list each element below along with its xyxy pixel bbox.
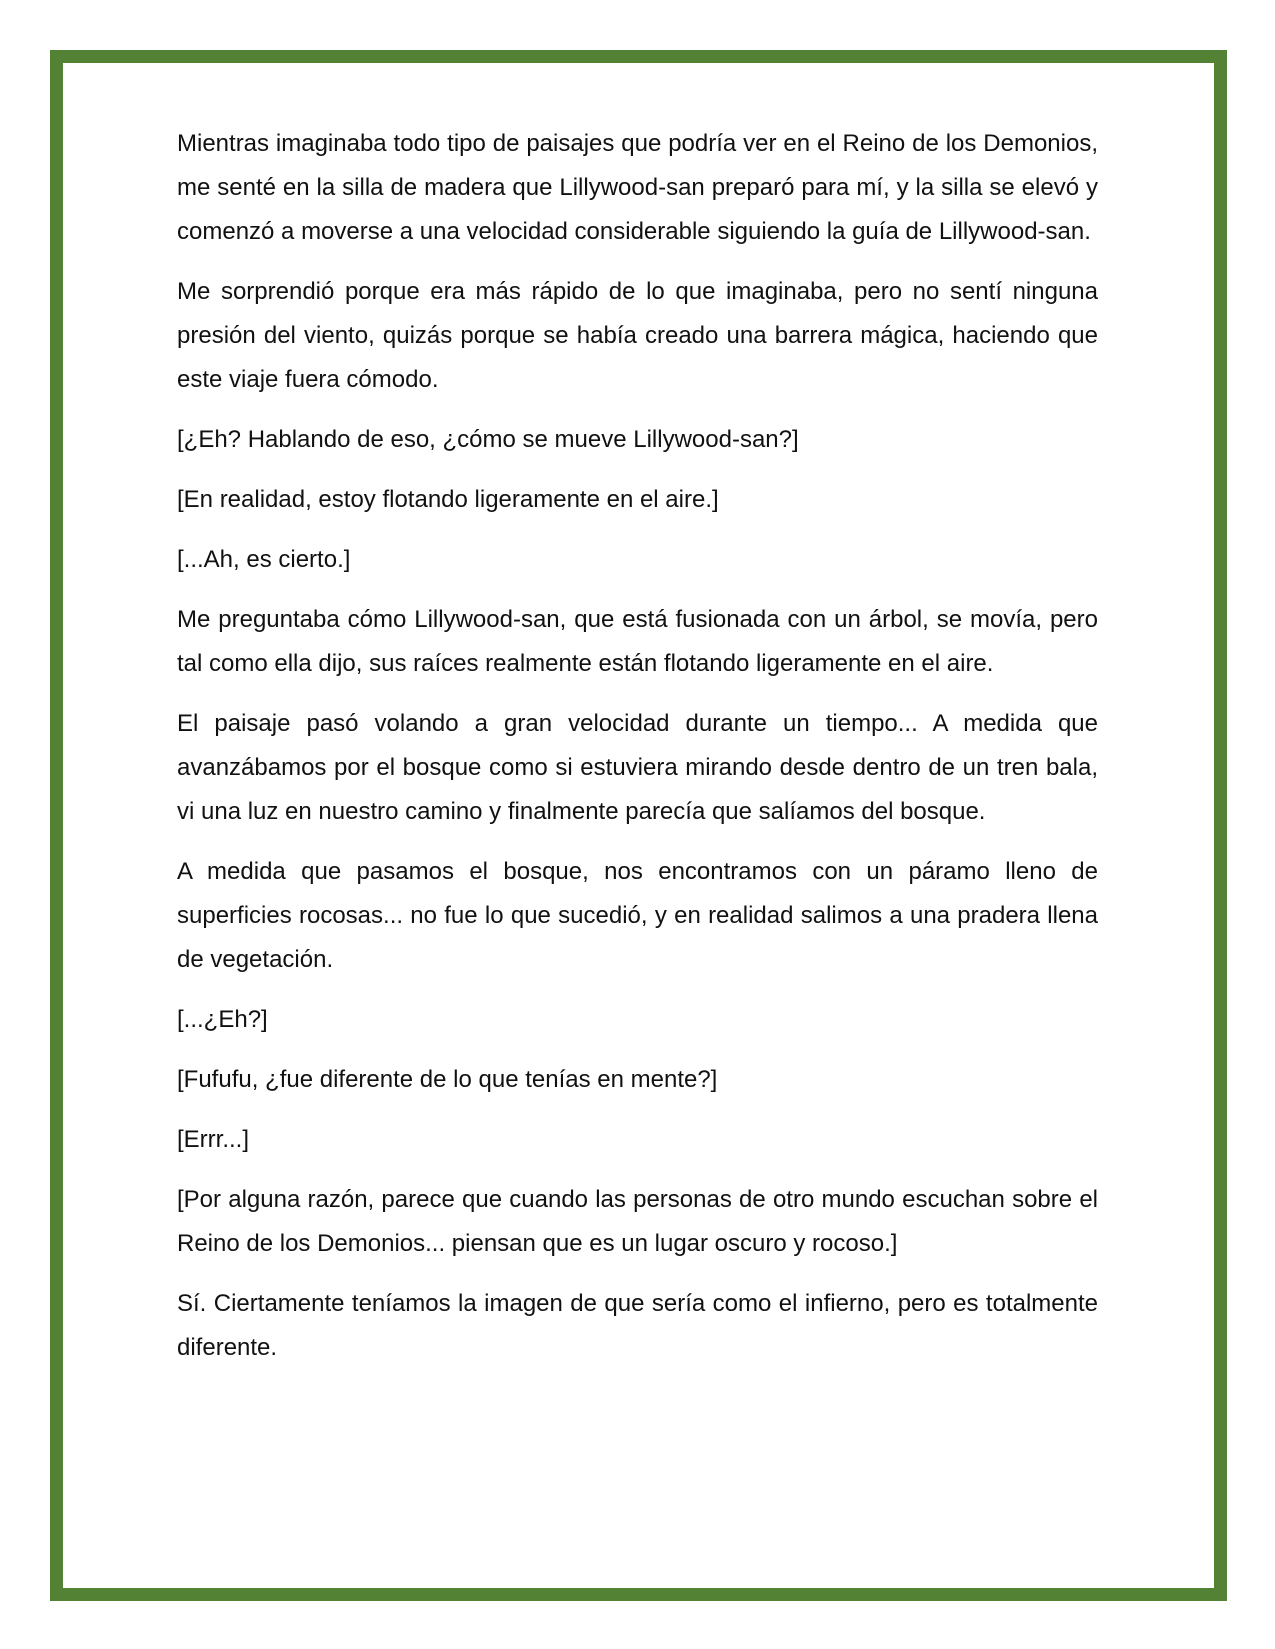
dialogue-line: [En realidad, estoy flotando ligeramente en el aire.]: [177, 486, 719, 513]
dialogue-line: [Errr...]: [177, 1126, 249, 1153]
dialogue-line: [...¿Eh?]: [177, 1006, 268, 1033]
paragraph: Me sorprendió porque era más rápido de lo que imaginaba, pero no sentí ninguna presión del viento, quizás porque se había creado una barrera mágica, haciendo que este viaje fuera cómodo.: [177, 278, 1098, 393]
dialogue-line: [Por alguna razón, parece que cuando las personas de otro mundo escuchan sobre el Reino de los Demonios... piensan que es un lugar oscuro y rocoso.]: [177, 1186, 1098, 1257]
paragraph: El paisaje pasó volando a gran velocidad durante un tiempo... A medida que avanzábamos por el bosque como si estuviera mirando desde dentro de un tren bala, vi una luz en nuestro camino y finalmente parecía que salíamos del bosque.: [177, 710, 1098, 825]
document-text-body: [177, 122, 1098, 1386]
dialogue-line: [¿Eh? Hablando de eso, ¿cómo se mueve Lillywood-san?]: [177, 426, 799, 453]
paragraph: A medida que pasamos el bosque, nos encontramos con un páramo lleno de superficies rocosas... no fue lo que sucedió, y en realidad salimos a una pradera llena de vegetación.: [177, 858, 1098, 973]
dialogue-line: [Fufufu, ¿fue diferente de lo que tenías en mente?]: [177, 1066, 718, 1093]
dialogue-line: [...Ah, es cierto.]: [177, 546, 351, 573]
paragraph: Mientras imaginaba todo tipo de paisajes que podría ver en el Reino de los Demonios, me senté en la silla de madera que Lillywood-san preparó para mí, y la silla se elevó y comenzó a moverse a una velocidad considerable siguiendo la guía de Lillywood-san.: [177, 130, 1098, 245]
paragraph: Me preguntaba cómo Lillywood-san, que está fusionada con un árbol, se movía, pero tal como ella dijo, sus raíces realmente están flotando ligeramente en el aire.: [177, 606, 1098, 677]
paragraph: Sí. Ciertamente teníamos la imagen de que sería como el infierno, pero es totalmente diferente.: [177, 1290, 1098, 1361]
